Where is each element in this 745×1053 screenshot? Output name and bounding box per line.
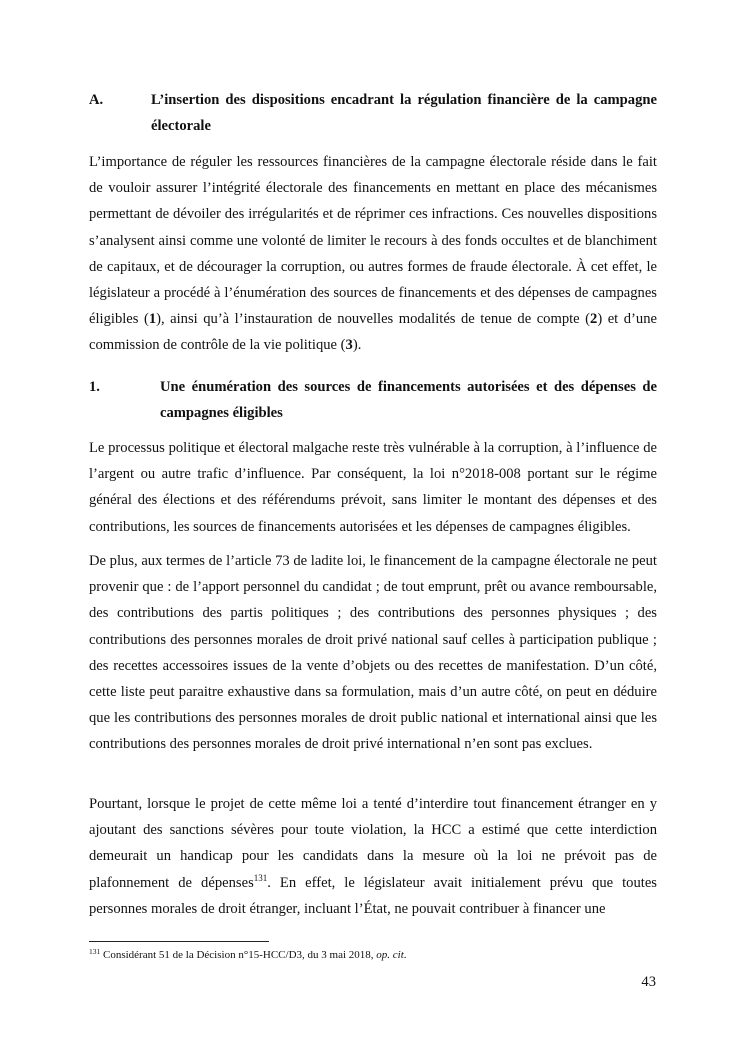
body-text-part: Pourtant, lorsque le projet de cette même loi a tenté d’interdire tout financement étranger en y ajoutant des sanctions sévères pour toute violation, la HCC a estimé que cette interdiction demeurait un handicap pour les candidats dans la mesure où la loi ne prévoit pas de plafonnement de dépenses — [89, 796, 657, 891]
section-number: A. — [89, 92, 104, 108]
intro-text-part: ), ainsi qu’à l’instauration de nouvelles modalités de tenue de compte ( — [156, 311, 591, 328]
footnote-number: 131 — [89, 947, 101, 956]
subsection-title: Une énumération des sources de financements autorisées et des dépenses de campagnes éligibles — [160, 379, 657, 421]
ref-bold-2: 2 — [590, 311, 598, 328]
section-heading-a — [89, 87, 657, 139]
ref-bold-1: 1 — [148, 311, 157, 328]
intro-text-part: ). — [352, 337, 362, 354]
footnote-separator — [89, 941, 269, 942]
page-number: 43 — [641, 974, 656, 990]
body-text-part: . En effet, le législateur avait initialement prévu que toutes personnes morales de droit étranger, incluant l’État, ne pouvait contribuer à financer une — [89, 874, 657, 917]
footnote-end: . — [403, 949, 407, 961]
intro-text-part: L’importance de réguler les ressources financières de la campagne électorale réside dans le fait de vouloir assurer l’intégrité électorale des financements en mettant en place des mécanismes permettant de dévoiler des irrégularités et de réprimer ces infractions. Ces nouvelles dispositions s’analysent ainsi comme une volonté de limiter le recours à des fonds occultes et de blanchiment de capitaux, et de décourager la corruption, ou autres formes de fraude électorale. À cet effet, le législateur a procédé à l’énumération des sources de financements et des dépenses de campagnes éligibles ( — [89, 154, 657, 328]
body-paragraph — [89, 791, 657, 922]
footnote-reference: 131 — [253, 872, 268, 883]
body-paragraph: De plus, aux termes de l’article 73 de ladite loi, le financement de la campagne électorale ne peut provenir que : de l’apport personnel du candidat ; de tout emprunt, prêt ou avance remboursable, des contributions des partis politiques ; des contributions des personnes physiques ; des contributions des personnes morales de droit privé national sauf celles à participation publique ; des recettes accessoires issues de la vente d’objets ou des recettes de manifestation. D’un côté, cette liste peut paraitre exhaustive dans sa formulation, mais d’un autre côté, on peut en déduire que les contributions des personnes morales de droit public national et international ainsi que les contributions des personnes morales de droit privé international n’en sont pas exclues. — [89, 553, 657, 753]
section-title: L’insertion des dispositions encadrant la régulation financière de la campagne électorale — [151, 92, 657, 134]
ref-bold-3: 3 — [345, 337, 353, 354]
footnote-italic: op. cit — [376, 949, 404, 961]
subsection-number: 1. — [89, 379, 100, 395]
footnote — [89, 948, 657, 963]
footnote-text: Considérant 51 de la Décision n°15-HCC/D3, du 3 mai 2018, — [100, 949, 377, 961]
intro-text-part: ) et d’une commission de contrôle de la vie politique ( — [89, 311, 657, 354]
intro-paragraph — [89, 149, 657, 359]
subsection-heading-1 — [89, 374, 657, 426]
body-paragraph: Le processus politique et électoral malgache reste très vulnérable à la corruption, à l’influence de l’argent ou autre trafic d’influence. Par conséquent, la loi n°2018-008 portant sur le régime général des élections et des référendums prévoit, sans limiter le montant des dépenses et des contributions, les sources de financements autorisées et les dépenses de campagnes éligibles. — [89, 440, 657, 535]
